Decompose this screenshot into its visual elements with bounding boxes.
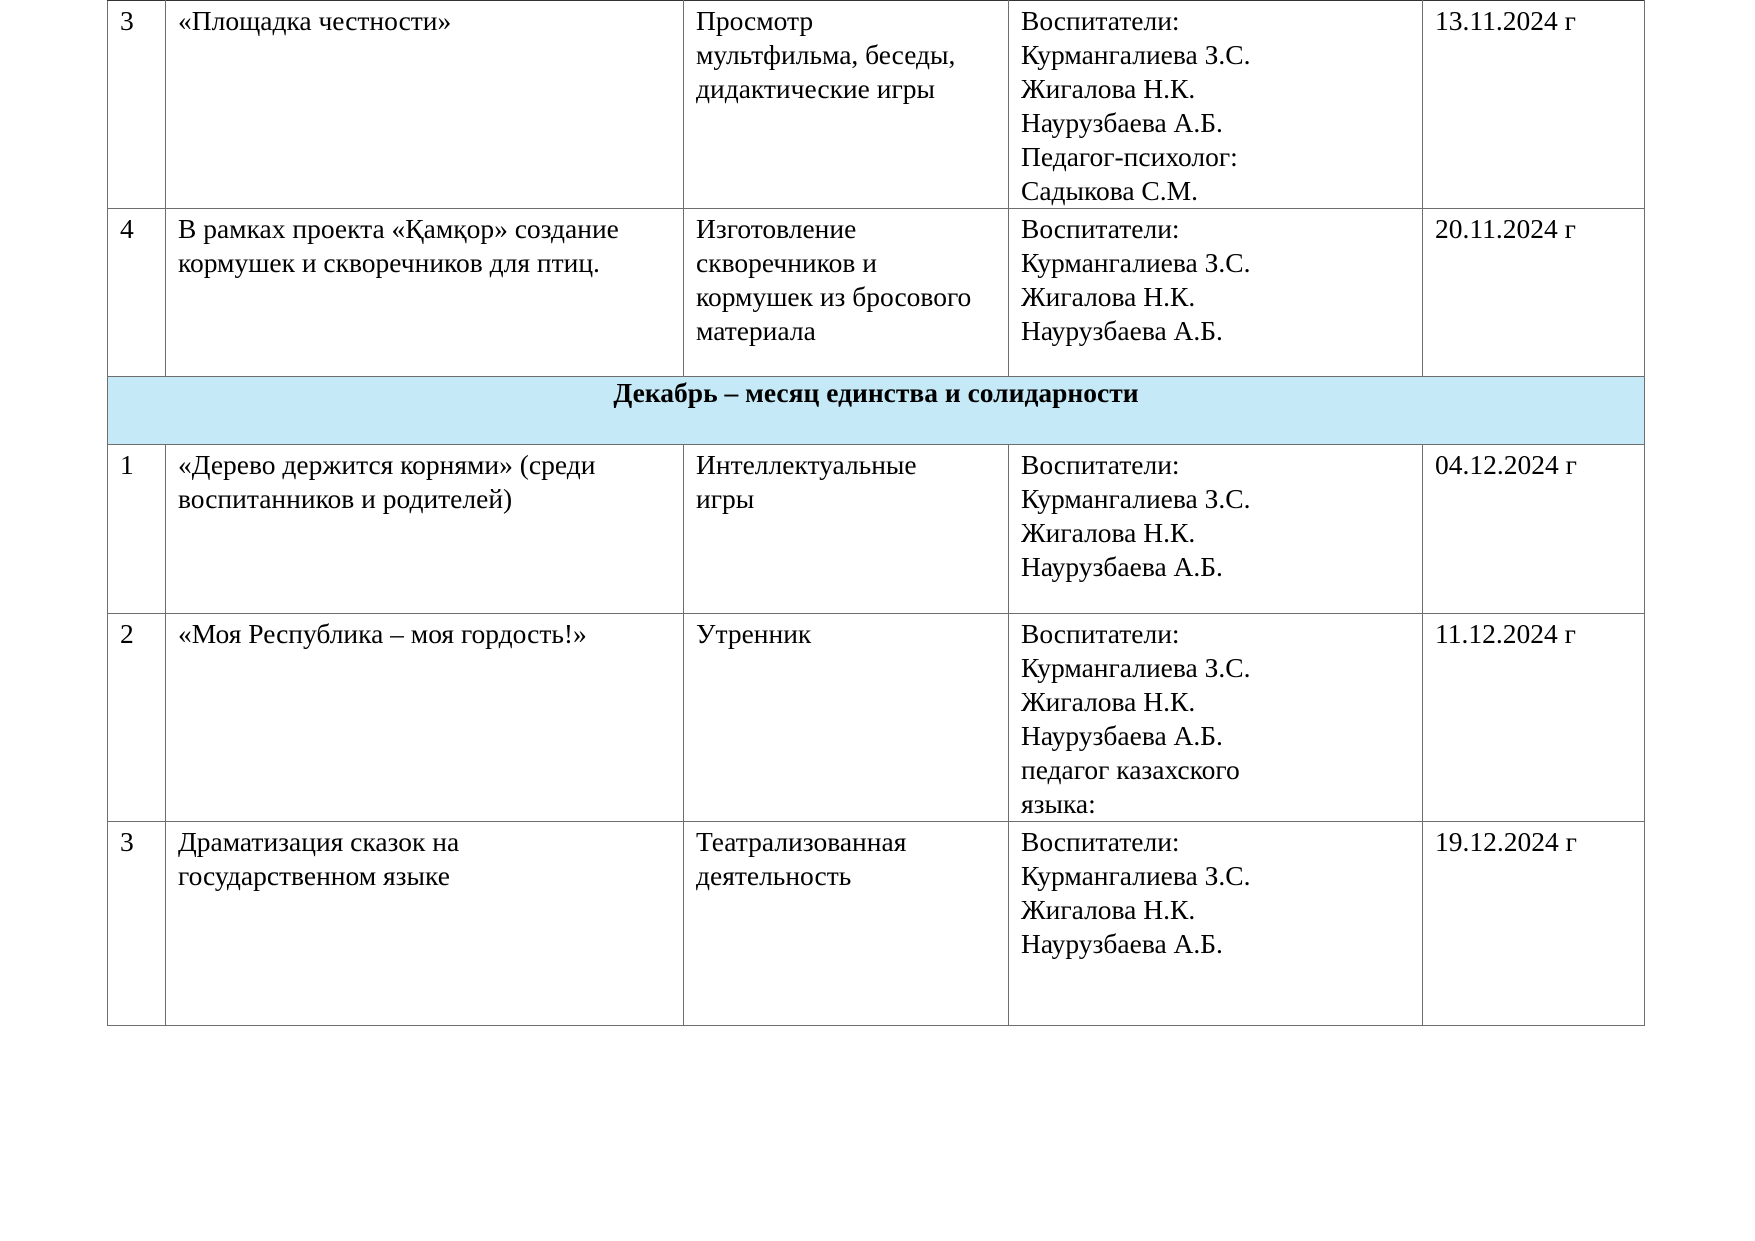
row-number: 3 <box>108 1 166 209</box>
event-responsible: Воспитатели: Курмангалиева З.С. Жигалова Н.К. Наурузбаева А.Б. Педагог-психолог: Садыкова С.М. <box>1009 1 1423 209</box>
event-date: 19.12.2024 г <box>1423 822 1645 1026</box>
event-name: «Дерево держится корнями» (среди воспитанников и родителей) <box>166 445 684 614</box>
event-form: Театрализованная деятельность <box>684 822 1009 1026</box>
event-form: Изготовление скворечников и кормушек из бросового материала <box>684 209 1009 377</box>
table-row <box>108 1 1645 209</box>
event-responsible: Воспитатели: Курмангалиева З.С. Жигалова Н.К. Наурузбаева А.Б. <box>1009 209 1423 377</box>
event-name: «Моя Республика – моя гордость!» <box>166 614 684 822</box>
event-date: 20.11.2024 г <box>1423 209 1645 377</box>
table-row <box>108 445 1645 614</box>
month-header-row <box>108 377 1645 445</box>
month-title: Декабрь – месяц единства и солидарности <box>108 377 1645 445</box>
event-responsible: Воспитатели: Курмангалиева З.С. Жигалова Н.К. Наурузбаева А.Б. педагог казахского языка: <box>1009 614 1423 822</box>
event-form: Просмотр мультфильма, беседы, дидактические игры <box>684 1 1009 209</box>
table-row <box>108 822 1645 1026</box>
event-date: 11.12.2024 г <box>1423 614 1645 822</box>
event-responsible: Воспитатели: Курмангалиева З.С. Жигалова Н.К. Наурузбаева А.Б. <box>1009 822 1423 1026</box>
event-responsible: Воспитатели: Курмангалиева З.С. Жигалова Н.К. Наурузбаева А.Б. <box>1009 445 1423 614</box>
event-name: В рамках проекта «Қамқор» создание кормушек и скворечников для птиц. <box>166 209 684 377</box>
event-date: 13.11.2024 г <box>1423 1 1645 209</box>
event-name: Драматизация сказок на государственном языке <box>166 822 684 1026</box>
event-name: «Площадка честности» <box>166 1 684 209</box>
row-number: 4 <box>108 209 166 377</box>
table-row <box>108 614 1645 822</box>
events-plan-table <box>107 0 1645 1026</box>
event-form: Интеллектуальные игры <box>684 445 1009 614</box>
row-number: 2 <box>108 614 166 822</box>
table-row <box>108 209 1645 377</box>
event-form: Утренник <box>684 614 1009 822</box>
row-number: 1 <box>108 445 166 614</box>
event-date: 04.12.2024 г <box>1423 445 1645 614</box>
row-number: 3 <box>108 822 166 1026</box>
